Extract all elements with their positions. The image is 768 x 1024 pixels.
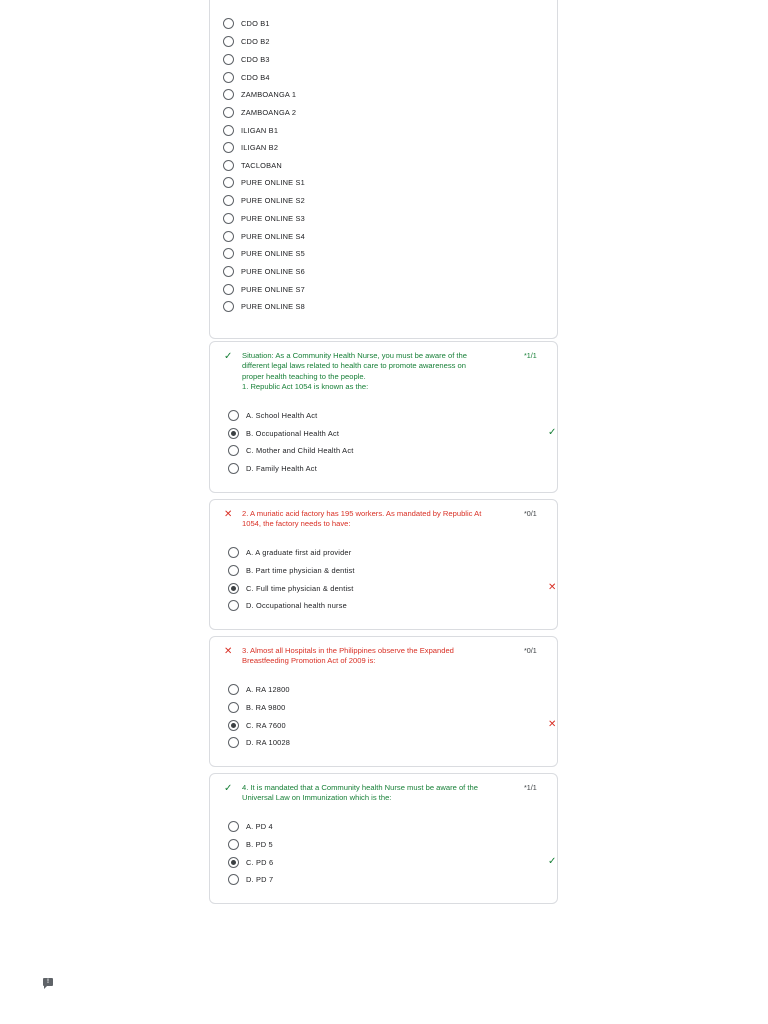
radio-button[interactable] <box>223 160 234 171</box>
option-label: C. Mother and Child Health Act <box>246 445 354 455</box>
radio-button[interactable] <box>223 301 234 312</box>
cross-icon: ✕ <box>548 719 557 730</box>
option-label: ILIGAN B1 <box>241 125 279 135</box>
radio-button[interactable] <box>228 874 239 885</box>
radio-button[interactable] <box>228 839 239 850</box>
option-label: A. RA 12800 <box>246 684 290 694</box>
radio-button[interactable] <box>223 125 234 136</box>
radio-button[interactable] <box>223 248 234 259</box>
option-iligan-b1[interactable] <box>223 122 543 138</box>
option-label: PURE ONLINE S4 <box>241 231 305 241</box>
radio-button[interactable] <box>223 231 234 242</box>
feedback-icon[interactable] <box>43 978 53 986</box>
question-header <box>224 646 546 667</box>
question-card-1 <box>209 341 558 493</box>
option-label: ZAMBOANGA 2 <box>241 107 297 117</box>
radio-button[interactable] <box>228 410 239 421</box>
radio-button[interactable] <box>228 463 239 474</box>
radio-button-selected[interactable] <box>228 720 239 731</box>
option-pure-online-s4[interactable] <box>223 228 543 244</box>
answer-option[interactable] <box>228 818 548 834</box>
question-score: *1/1 <box>524 351 537 360</box>
option-tacloban[interactable] <box>223 157 543 173</box>
option-pure-online-s7[interactable] <box>223 281 543 297</box>
radio-button-selected[interactable] <box>228 428 239 439</box>
option-label: PURE ONLINE S1 <box>241 177 305 187</box>
radio-button[interactable] <box>228 600 239 611</box>
option-label: B. PD 5 <box>246 839 273 849</box>
option-label: B. RA 9800 <box>246 702 286 712</box>
option-pure-online-s1[interactable] <box>223 174 543 190</box>
option-label: CDO B3 <box>241 54 270 64</box>
option-label: ZAMBOANGA 1 <box>241 89 297 99</box>
option-label: B. Occupational Health Act <box>246 428 340 438</box>
answer-option[interactable] <box>228 699 548 715</box>
question-text: Situation: As a Community Health Nurse, you must be aware of the different legal laws related to health care to promote awareness on proper health teaching to the people. 1. Republic Act 1054 is known as the: <box>242 351 467 392</box>
answer-option[interactable] <box>228 717 557 733</box>
option-label: D. Occupational health nurse <box>246 600 347 610</box>
answer-option[interactable] <box>228 442 548 458</box>
radio-button[interactable] <box>223 266 234 277</box>
radio-button[interactable] <box>228 547 239 558</box>
answer-option[interactable] <box>228 425 557 441</box>
question-header <box>224 783 546 804</box>
check-icon: ✓ <box>224 783 233 794</box>
question-score: *0/1 <box>524 509 537 518</box>
feedback-label: ! <box>47 979 49 985</box>
option-label: TACLOBAN <box>241 160 282 170</box>
answer-option[interactable] <box>228 460 548 476</box>
option-cdo-b4[interactable] <box>223 69 543 85</box>
radio-button[interactable] <box>223 213 234 224</box>
question-score: *1/1 <box>524 783 537 792</box>
answer-option[interactable] <box>228 407 548 423</box>
answer-option[interactable] <box>228 562 548 578</box>
option-label: D. RA 10028 <box>246 737 291 747</box>
option-pure-online-s6[interactable] <box>223 263 543 279</box>
answer-option[interactable] <box>228 580 557 596</box>
question-text: 2. A muriatic acid factory has 195 workers. As mandated by Republic At 1054, the factory needs to have: <box>242 509 482 529</box>
check-icon: ✓ <box>548 856 557 867</box>
option-label: C. RA 7600 <box>246 720 286 730</box>
radio-button[interactable] <box>223 107 234 118</box>
option-label: A. PD 4 <box>246 821 273 831</box>
answer-option[interactable] <box>228 836 548 852</box>
option-iligan-b2[interactable] <box>223 139 543 155</box>
check-icon: ✓ <box>548 427 557 438</box>
question-header <box>224 509 546 530</box>
option-zamboanga-2[interactable] <box>223 104 543 120</box>
radio-button[interactable] <box>228 565 239 576</box>
location-question-card <box>209 0 558 339</box>
option-label: CDO B1 <box>241 18 270 28</box>
option-zamboanga-1[interactable] <box>223 86 543 102</box>
cross-icon: ✕ <box>548 582 557 593</box>
option-label: PURE ONLINE S7 <box>241 284 305 294</box>
option-label: A. School Health Act <box>246 410 318 420</box>
question-score: *0/1 <box>524 646 537 655</box>
answer-option[interactable] <box>228 734 548 750</box>
radio-button-selected[interactable] <box>228 583 239 594</box>
option-pure-online-s3[interactable] <box>223 210 543 226</box>
radio-button[interactable] <box>228 821 239 832</box>
option-label: CDO B2 <box>241 36 270 46</box>
radio-button[interactable] <box>223 142 234 153</box>
radio-button[interactable] <box>223 36 234 47</box>
cross-icon: ✕ <box>224 646 233 657</box>
check-icon: ✓ <box>224 351 233 362</box>
option-cdo-b1[interactable] <box>223 15 543 31</box>
option-label: PURE ONLINE S2 <box>241 195 305 205</box>
question-header <box>224 351 546 393</box>
option-label: PURE ONLINE S8 <box>241 301 305 311</box>
option-label: D. Family Health Act <box>246 463 317 473</box>
option-label: C. PD 6 <box>246 857 274 867</box>
option-pure-online-s2[interactable] <box>223 192 543 208</box>
option-pure-online-s5[interactable] <box>223 245 543 261</box>
option-label: A. A graduate first aid provider <box>246 547 352 557</box>
cross-icon: ✕ <box>224 509 233 520</box>
option-label: CDO B4 <box>241 72 270 82</box>
answer-option[interactable] <box>228 597 548 613</box>
answer-option[interactable] <box>228 854 557 870</box>
radio-button[interactable] <box>223 54 234 65</box>
answer-option[interactable] <box>228 681 548 697</box>
question-card-4 <box>209 773 558 904</box>
radio-button[interactable] <box>228 702 239 713</box>
question-card-2 <box>209 499 558 630</box>
radio-button-selected[interactable] <box>228 857 239 868</box>
option-label: D. PD 7 <box>246 874 274 884</box>
radio-button[interactable] <box>228 684 239 695</box>
radio-button[interactable] <box>228 445 239 456</box>
question-card-3 <box>209 636 558 767</box>
radio-button[interactable] <box>223 284 234 295</box>
radio-button[interactable] <box>223 195 234 206</box>
option-label: PURE ONLINE S3 <box>241 213 305 223</box>
radio-button[interactable] <box>223 72 234 83</box>
radio-button[interactable] <box>223 89 234 100</box>
option-label: PURE ONLINE S5 <box>241 248 305 258</box>
radio-button[interactable] <box>223 177 234 188</box>
option-label: ILIGAN B2 <box>241 142 279 152</box>
option-label: B. Part time physician & dentist <box>246 565 355 575</box>
option-cdo-b3[interactable] <box>223 51 543 67</box>
answer-option[interactable] <box>228 871 548 887</box>
question-text: 4. It is mandated that a Community health Nurse must be aware of the Universal Law on Immunization which is the: <box>242 783 478 803</box>
question-text: 3. Almost all Hospitals in the Philippines observe the Expanded Breastfeeding Promotion Act of 2009 is: <box>242 646 454 666</box>
option-label: PURE ONLINE S6 <box>241 266 305 276</box>
radio-button[interactable] <box>228 737 239 748</box>
option-cdo-b2[interactable] <box>223 33 543 49</box>
option-label: C. Full time physician & dentist <box>246 583 354 593</box>
answer-option[interactable] <box>228 544 548 560</box>
radio-button[interactable] <box>223 18 234 29</box>
option-pure-online-s8[interactable] <box>223 298 543 314</box>
